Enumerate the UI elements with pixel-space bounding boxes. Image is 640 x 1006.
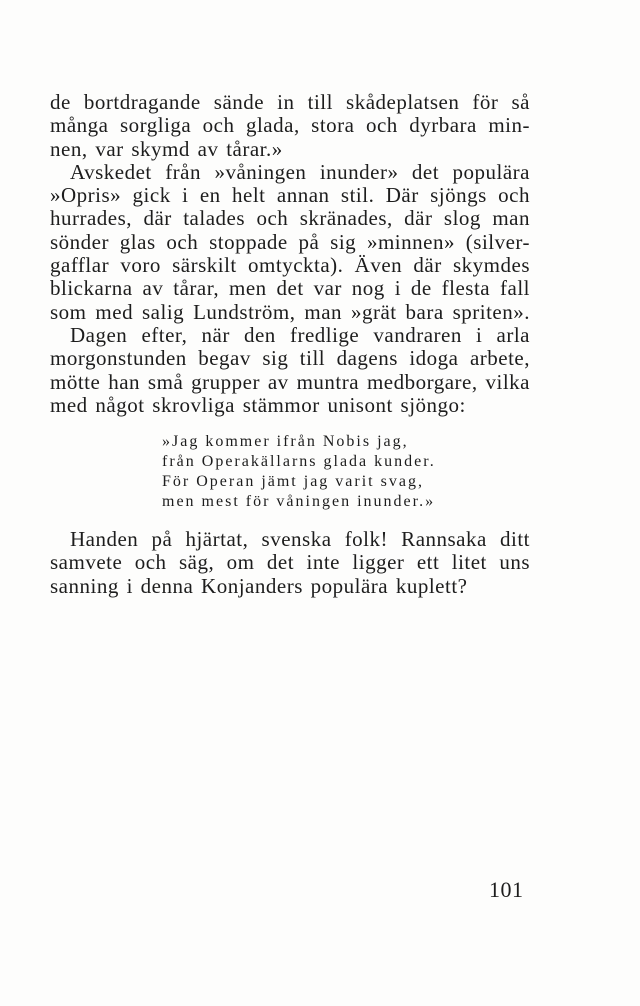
text-line: gafflar voro särskilt omtyckta). Även där skymdes <box>50 253 530 278</box>
text-body-closing <box>50 528 530 598</box>
text-body <box>50 91 530 417</box>
text-line: många sorgliga och glada, stora och dyrbara min- <box>50 113 530 138</box>
text-line: »Opris» gick i en helt annan stil. Där sjöngs och <box>50 183 530 208</box>
verse-line: men mest för våningen inunder.» <box>162 493 436 510</box>
text-line: sönder glas och stoppade på sig »minnen» (silver- <box>50 229 530 254</box>
paragraph <box>50 161 530 324</box>
text-line: med något skrovliga stämmor unisont sjöngo: <box>50 392 466 417</box>
verse-line: »Jag kommer ifrån Nobis jag, <box>162 433 409 450</box>
text-line: nen, var skymd av tårar.» <box>50 136 283 161</box>
text-line: Handen på hjärtat, svenska folk! Rannsaka ditt <box>70 527 530 551</box>
text-line: Dagen efter, när den fredlige vandraren i arla <box>70 322 530 347</box>
text-line: blickarna av tårar, men det var nog i de flesta fall <box>50 276 530 301</box>
page-number: 101 <box>489 877 524 902</box>
text-line: Avskedet från »våningen inunder» det populära <box>70 159 530 184</box>
text-line: de bortdragande sände in till skådeplatsen för så <box>50 90 530 114</box>
verse-line: från Operakällarns glada kunder. <box>162 453 436 470</box>
text-line: samvete och säg, om det inte ligger ett litet uns <box>50 550 530 575</box>
text-line: som med salig Lundström, man »grät bara spriten». <box>50 299 530 324</box>
text-line: mötte han små grupper av muntra medborgare, vilka <box>50 369 530 394</box>
paragraph <box>50 324 530 417</box>
verse-line: För Operan jämt jag varit svag, <box>162 473 424 490</box>
paragraph <box>50 528 530 598</box>
text-line: hurrades, där talades och skränades, där slog man <box>50 206 530 231</box>
text-line: sanning i denna Konjanders populära kuplett? <box>50 573 468 598</box>
verse-block <box>162 432 482 512</box>
paragraph <box>50 91 530 161</box>
text-line: morgonstunden begav sig till dagens idoga arbete, <box>50 346 530 371</box>
